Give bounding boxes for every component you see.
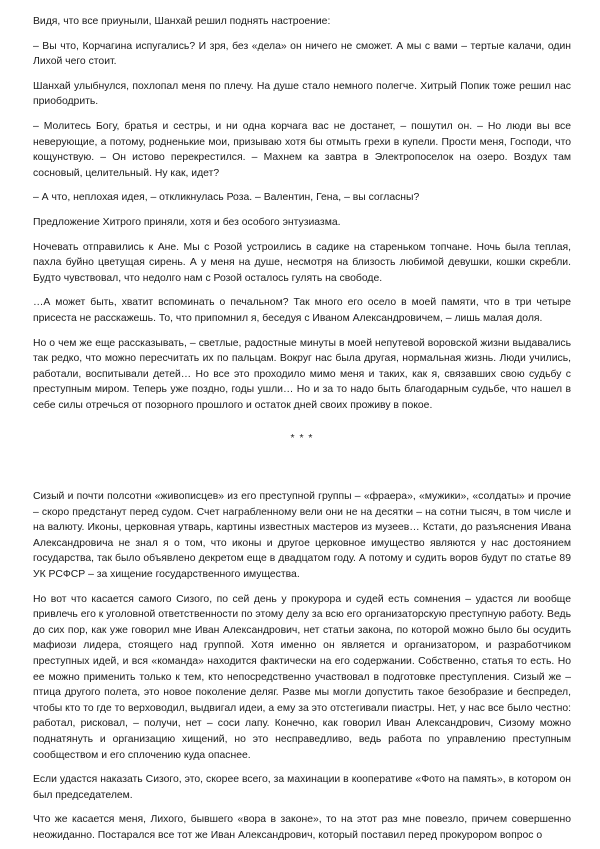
paragraph: Сизый и почти полсотни «живописцев» из его преступной группы – «фраера», «мужики», «солдаты» и прочие – скоро предстанут перед судом. Счет награбленному вели они не на десятки – на сотни тысяч, в том числе и на валюту. Иконы, церковная утварь, картины известных мастеров из музеев… Кстати, до разъяснения Ивана Александровича не знал я о том, что иконы и другое церковное имущество являются у нас достоянием государства, так было объявлено декретом еще в двадцатом году. А потому и судить воров будут по статье 89 УК РСФСР – за хищение государственного имущества. bbox=[33, 491, 571, 581]
paragraph: Предложение Хитрого приняли, хотя и без особого энтузиазма. bbox=[33, 216, 341, 228]
paragraph: Но вот что касается самого Сизого, по сей день у прокурора и судей есть сомнения – удастся ли вообще привлечь его к уголовной ответственности по этому делу за всю его организаторскую преступную работу. Ведь до сих пор, как уже говорил мне Иван Александрович, нет статьи закона, по которой можно было бы осудить мафиози лидера, стоящего над группой. Хотя именно он является и организатором, и разработчиком преступных идей, и вся «команда» находится фактически на его содержании. Собственно, статья то есть. Но ее можно применить только к тем, кто непосредственно участвовал в подготовке преступления. Сизый же – птица другого полета, это новое поколение деляг. Разве мы могли допустить такое безобразие и беспредел, чтобы кто то где то верховодил, выдвигал идеи, а ему за это отстегивали пиастры. Нет, у нас все было честно: работал, рисковал, – получи, нет – соси лапу. Конечно, как говорил Иван Александрович, Сизому можно поднатянуть и организацию хищений, но это несправедливо, ведь работа по управлению преступным сообществом и его сплочению куда опаснее. bbox=[33, 593, 571, 761]
section-separator: * * * bbox=[290, 433, 314, 445]
paragraph: – А что, неплохая идея, – откликнулась Роза. – Валентин, Гена, – вы согласны? bbox=[33, 192, 420, 204]
document-text bbox=[33, 14, 571, 849]
paragraph: Шанхай улыбнулся, похлопал меня по плечу. На душе стало немного полегче. Хитрый Попик тоже решил нас приободрить. bbox=[33, 80, 571, 108]
paragraph: Но о чем же еще рассказывать, – светлые, радостные минуты в моей непутевой воровской жизни выдавались так редко, что можно пересчитать их по пальцам. Вокруг нас была другая, нормальная жизнь. Люди учились, работали, воспитывали детей… Но все это проходило мимо меня и таких, как я, связавших свою судьбу с преступным миром. Теперь уже поздно, годы ушли… Но и за то надо быть благодарным судьбе, что нашел в себе силы отречься от позорного прошлого и остаток дней своих проживу в покое. bbox=[33, 337, 571, 411]
paragraph: Видя, что все приуныли, Шанхай решил поднять настроение: bbox=[33, 16, 331, 27]
paragraph: – Молитесь Богу, братья и сестры, и ни одна корчага вас не достанет, – пошутил он. – Но люди вы все неверующие, а потому, родненькие мои, призываю хотя бы отмыть грехи в купели. Прости меня, Господи, что кощунствую. – Он истово перекрестился. – Махнем ка завтра в Электропоселок на озеро. Воздух там сосновый, целительный. Ну как, идет? bbox=[33, 120, 571, 179]
paragraph: Ночевать отправились к Ане. Мы с Розой устроились в садике на стареньком топчане. Ночь была теплая, пахла буйно цветущая сирень. А у меня на душе, несмотря на близость любимой девушки, кошки скребли. Будто чувствовал, что недолго нам с Розой осталось гулять на свободе. bbox=[33, 241, 571, 284]
paragraph: Что же касается меня, Лихого, бывшего «вора в законе», то на этот раз мне повезло, причем совершенно неожиданно. Постарался все тот же Иван Александрович, который поставил перед прокурором вопрос о bbox=[33, 814, 571, 841]
paragraph: …А может быть, хватит вспоминать о печальном? Так много его осело в моей памяти, что в три четыре присеста не расскажешь. То, что припомнил я, беседуя с Иваном Александровичем, – лишь малая доля. bbox=[33, 297, 571, 324]
paragraph: – Вы что, Корчагина испугались? И зря, без «дела» он ничего не сможет. А мы с вами – тертые калачи, один Лихой чего стоит. bbox=[33, 40, 571, 68]
paragraph: Если удастся наказать Сизого, это, скорее всего, за махинации в кооперативе «Фото на память», в котором он был председателем. bbox=[33, 774, 571, 801]
